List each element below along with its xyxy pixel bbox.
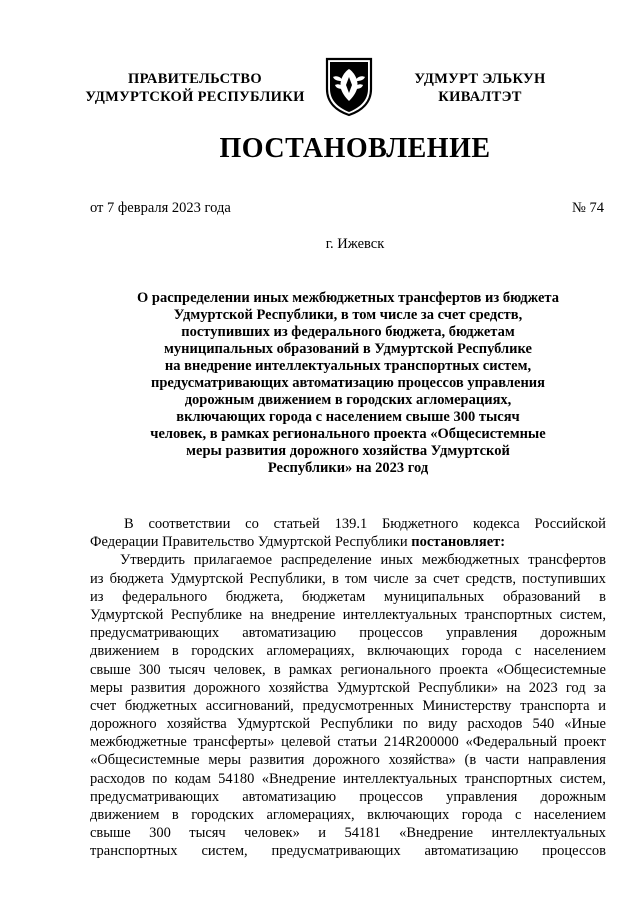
body-paragraph-1-line	[90, 533, 606, 551]
body-word: меры	[208, 752, 241, 769]
body-word: межбюджетных	[421, 552, 520, 569]
body-word: интеллектуальных	[342, 606, 458, 623]
body-paragraph-2-line	[90, 770, 606, 788]
body-paragraph-2-line	[90, 733, 606, 751]
body-word: управления	[446, 788, 518, 805]
subject-line: дорожным движением в городских агломерациях,	[184, 392, 512, 408]
body-word: по	[403, 716, 419, 733]
body-word: за	[414, 570, 427, 587]
document-number: № 74	[572, 200, 604, 216]
body-word: Удмуртской	[236, 716, 311, 733]
subject-line: Республики» на 2023 год	[267, 460, 429, 476]
body-word: «Общесистемные	[496, 661, 606, 678]
body-word: распределение	[280, 552, 372, 569]
body-paragraph-2-line	[90, 624, 606, 642]
body-word: Удмуртской	[169, 570, 244, 587]
body-word: управления	[446, 625, 518, 642]
document-subject	[90, 290, 606, 477]
body-word: развития	[249, 752, 305, 769]
body-word: трансфертов	[528, 552, 606, 569]
body-word: проекта	[439, 661, 489, 678]
body-word: статьи	[337, 734, 378, 751]
body-word: счет	[90, 697, 117, 714]
body-word: предусмотренных	[302, 697, 414, 714]
body-word: со	[245, 516, 259, 532]
body-word: дорожного	[313, 752, 380, 769]
body-paragraph-2-line	[90, 824, 606, 842]
body-paragraph-1-line	[90, 515, 606, 533]
body-word: Республике	[170, 606, 242, 623]
body-word: в	[273, 661, 281, 678]
body-word: тысяч	[189, 825, 226, 842]
body-paragraph-2-line	[90, 606, 606, 624]
body-word: статьей	[273, 516, 320, 532]
header-right-line2: КИВАЛТЭТ	[438, 89, 522, 105]
body-word: 54181	[344, 825, 381, 842]
subject-line: включающих города с населением свыше 300 тысяч	[176, 409, 520, 425]
body-word: включающих	[367, 807, 450, 823]
body-paragraph-2-line	[90, 551, 606, 569]
document-city: г. Ижевск	[325, 236, 385, 252]
body-word: «Иные	[564, 716, 606, 733]
body-paragraph-2-line	[90, 642, 606, 660]
body-word: предусматривающих	[90, 788, 220, 805]
subject-line: предусматривающих автоматизацию процессов управления	[150, 375, 546, 391]
body-word: свыше	[90, 661, 131, 678]
body-word: движением	[90, 643, 160, 660]
body-word: с	[514, 643, 522, 660]
body-word: «Общесистемные	[90, 752, 200, 769]
body-word: включающих	[367, 643, 450, 660]
body-word: автоматизацию	[242, 788, 337, 805]
body-word: городских	[191, 643, 254, 660]
body-word: транспортных	[90, 843, 178, 860]
body-word: населением	[533, 807, 606, 823]
body-word: дорожным	[540, 625, 606, 642]
body-word: свыше	[90, 825, 131, 842]
header-left-line2: УДМУРТСКОЙ РЕСПУБЛИКИ	[85, 89, 305, 105]
body-word: бюджетам	[302, 588, 366, 605]
body-word: предусматривающих	[90, 625, 220, 642]
body-word: автоматизацию	[424, 843, 519, 860]
body-word: иных	[380, 552, 413, 569]
body-word: бюджета	[109, 570, 164, 587]
body-word: прилагаемое	[193, 552, 273, 569]
body-word: в	[171, 643, 179, 660]
body-paragraph-2-line	[90, 570, 606, 588]
body-word: в	[599, 588, 606, 605]
subject-line: Удмуртской Республики, в том числе за счет средств,	[173, 307, 523, 323]
body-word: и	[598, 697, 606, 714]
body-word: интеллектуальных	[491, 825, 606, 842]
body-paragraph-2-line	[90, 788, 606, 806]
body-word: Республики,	[249, 570, 326, 587]
body-word: соответствии	[148, 516, 231, 532]
body-word: направления	[527, 752, 606, 769]
body-word: Министерству	[422, 697, 512, 714]
subject-line: О распределении иных межбюджетных трансфертов из бюджета	[137, 290, 559, 306]
body-word: развития	[130, 679, 186, 696]
body-word: 2023	[528, 679, 558, 696]
body-word: межбюджетные	[90, 734, 187, 751]
body-word: (в	[464, 752, 477, 769]
body-word: ассигнований,	[205, 697, 294, 714]
subject-line: на внедрение интеллектуальных транспортных систем,	[164, 358, 532, 374]
subject-line: человек, в рамках регионального проекта «Общесистемные	[150, 426, 546, 442]
body-word: тысяч	[168, 661, 206, 678]
body-word: города	[461, 643, 503, 660]
subject-line: меры развития дорожного хозяйства Удмуртской	[186, 443, 510, 459]
body-word: человек»	[244, 825, 300, 842]
body-word: города	[461, 807, 503, 823]
body-word: «Федеральный	[465, 734, 558, 751]
body-word: агломерациях,	[266, 807, 355, 823]
document-date: от 7 февраля 2023 года	[90, 200, 231, 216]
body-word: бюджетных	[124, 697, 198, 714]
udmurt-coat-of-arms-icon	[323, 55, 375, 117]
body-word: населением	[533, 643, 606, 660]
header-left-org	[70, 70, 320, 106]
body-word: части	[484, 752, 520, 769]
body-word: транспортных	[464, 770, 553, 787]
body-word: меры	[90, 679, 123, 696]
body-word: кодам	[174, 770, 211, 787]
body-word: 139.1	[334, 516, 368, 532]
body-word: предусматривающих	[271, 843, 401, 860]
body-word: поступивших	[522, 570, 606, 587]
body-bold-verb: постановляет	[411, 534, 501, 551]
body-word: 540	[532, 716, 555, 733]
body-word: 214R200000	[383, 734, 459, 751]
body-word: по	[152, 770, 168, 787]
body-word: в	[331, 570, 339, 587]
body-word: Утвердить	[120, 552, 185, 569]
body-word: том	[344, 570, 368, 587]
body-word: агломерациях,	[266, 643, 355, 660]
body-paragraph-2-line	[90, 842, 606, 860]
body-word: автоматизацию	[242, 625, 337, 642]
body-paragraph-2-line	[90, 661, 606, 679]
body-word: человек,	[213, 661, 266, 678]
body-paragraph-2-line	[90, 679, 606, 697]
body-word: городских	[191, 807, 254, 823]
body-word: расходов	[90, 770, 145, 787]
body-word: систем,	[559, 606, 606, 623]
body-word: проект	[563, 734, 606, 751]
body-word: 54180	[218, 770, 255, 787]
body-word: из	[90, 570, 104, 587]
body-word: движением	[90, 807, 160, 823]
body-word: дорожного	[90, 716, 157, 733]
header-left-line1: ПРАВИТЕЛЬСТВО	[128, 71, 262, 87]
body-word: систем,	[201, 843, 248, 860]
body-word: хозяйства	[268, 679, 329, 696]
body-word: процессов	[359, 625, 423, 642]
body-word: Республики	[320, 716, 393, 733]
body-word: транспортных	[464, 606, 553, 623]
header-right-org	[380, 70, 580, 106]
subject-line: поступивших из федерального бюджета, бюджетам	[181, 324, 515, 340]
body-word: 300	[149, 825, 171, 842]
body-word: средств,	[465, 570, 517, 587]
body-paragraph-2-line	[90, 697, 606, 715]
body-word: процессов	[542, 843, 606, 860]
body-text-segment: Федерации Правительство Удмуртской Республики	[90, 534, 412, 551]
body-word: в	[171, 807, 179, 823]
body-word: числе	[373, 570, 409, 587]
document-body	[90, 515, 606, 861]
body-word: трансферты»	[193, 734, 275, 751]
body-word: из	[90, 588, 104, 605]
body-word: кодекса	[473, 516, 520, 532]
body-word: интеллектуальных	[343, 770, 458, 787]
body-word: с	[514, 807, 522, 823]
body-paragraph-2-line	[90, 751, 606, 769]
body-word: Удмуртской	[90, 606, 164, 623]
body-word: «Внедрение	[399, 825, 474, 842]
body-word: хозяйства»	[388, 752, 456, 769]
body-word: целевой	[281, 734, 331, 751]
body-word: «Внедрение	[261, 770, 336, 787]
body-word: хозяйства	[166, 716, 227, 733]
body-word: дорожным	[540, 788, 606, 805]
body-word: транспорта	[520, 697, 590, 714]
body-word: на	[249, 606, 264, 623]
body-paragraph-2-line	[90, 588, 606, 606]
body-word: Республики»	[418, 679, 499, 696]
body-word: Удмуртской	[336, 679, 411, 696]
body-paragraph-2-line	[90, 715, 606, 733]
body-word: и	[318, 825, 327, 842]
subject-line: муниципальных образований в Удмуртской Республике	[164, 341, 532, 357]
body-word: внедрение	[271, 606, 336, 623]
body-word: расходов	[467, 716, 523, 733]
body-word: за	[593, 679, 606, 696]
body-word: дорожного	[193, 679, 261, 696]
body-word: образований	[502, 588, 581, 605]
body-word: рамках	[288, 661, 333, 678]
body-paragraph-2-line	[90, 806, 606, 824]
body-punctuation: :	[500, 534, 506, 551]
body-word: федерального	[122, 588, 208, 605]
body-word: бюджета,	[225, 588, 284, 605]
body-word: на	[506, 679, 521, 696]
body-word: Российской	[534, 516, 606, 532]
body-word: процессов	[359, 788, 423, 805]
body-word: систем,	[559, 770, 606, 787]
body-word: муниципальных	[383, 588, 485, 605]
body-word: 300	[138, 661, 161, 678]
body-word: Бюджетного	[381, 516, 459, 532]
header-right-line1: УДМУРТ ЭЛЬКУН	[414, 71, 546, 87]
body-word: В	[124, 516, 134, 532]
document-title: ПОСТАНОВЛЕНИЕ	[219, 133, 491, 164]
body-word: год	[565, 679, 586, 696]
body-word: виду	[428, 716, 458, 733]
body-word: счет	[433, 570, 460, 587]
body-word: регионального	[340, 661, 432, 678]
